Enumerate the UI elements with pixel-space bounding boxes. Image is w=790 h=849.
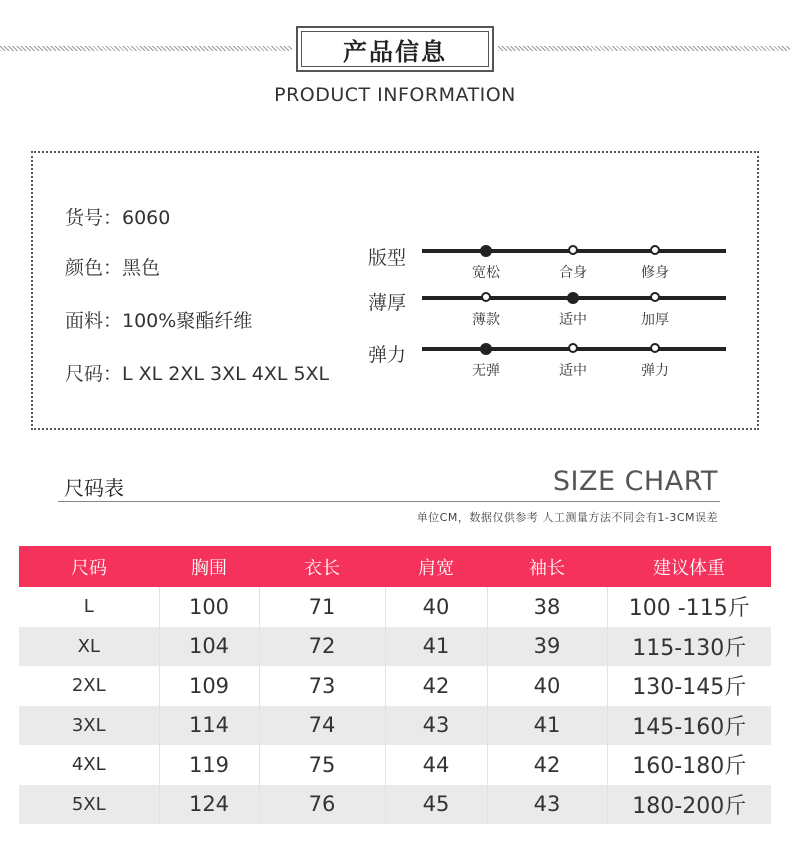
scale-label: 薄厚 (368, 292, 407, 314)
scale-marker (650, 343, 660, 353)
size-table (19, 546, 771, 824)
column-header: 袖长 (487, 546, 607, 587)
scale-marker-selected (480, 245, 492, 257)
scale-option-label: 无弹 (472, 363, 500, 379)
scale-marker-selected (567, 292, 579, 304)
table-cell: 40 (487, 666, 607, 706)
table-cell: 39 (487, 627, 607, 667)
scale-label: 弹力 (368, 344, 407, 366)
table-row (19, 587, 771, 627)
table-cell: L (83, 596, 94, 618)
table-cell: 100 (159, 587, 259, 627)
table-row (19, 627, 771, 667)
size-chart-title-en: SIZE CHART (552, 466, 718, 497)
table-cell: 41 (487, 706, 607, 746)
table-row (19, 745, 771, 785)
title-frame (296, 26, 494, 72)
column-header: 建议体重 (607, 546, 771, 587)
page-title: 产品信息 (301, 31, 489, 67)
scale-option-label: 合身 (559, 265, 587, 281)
fabric-info: 面料：100%聚酯纤维 (65, 310, 253, 332)
table-cell: 5XL (19, 785, 159, 825)
table-cell: 109 (159, 666, 259, 706)
header-decoration-right (498, 46, 790, 51)
column-header: 胸围 (159, 546, 259, 587)
scale-option-label: 宽松 (472, 265, 500, 281)
scale-marker (650, 245, 660, 255)
table-cell: 74 (259, 706, 385, 746)
table-cell: 115-130斤 (607, 627, 771, 667)
table-cell: 145-160斤 (607, 706, 771, 746)
scale-marker (481, 292, 491, 302)
scale-option-label: 薄款 (472, 312, 500, 328)
column-header: 尺码 (19, 546, 159, 587)
table-cell: 43 (385, 706, 487, 746)
table-cell: 100 -115斤 (607, 587, 771, 627)
table-cell: 104 (159, 627, 259, 667)
table-row (19, 706, 771, 746)
table-cell: 40 (385, 587, 487, 627)
table-cell: 41 (385, 627, 487, 667)
size-chart-divider (58, 501, 720, 502)
table-cell: 3XL (19, 706, 159, 746)
scale-bar (422, 249, 726, 253)
table-cell: XL (19, 627, 159, 667)
table-cell: 114 (159, 706, 259, 746)
column-header: 肩宽 (385, 546, 487, 587)
size-chart-title: 尺码表 (64, 476, 124, 500)
size-table-header (19, 546, 771, 587)
scale-option-label: 适中 (559, 363, 587, 379)
table-cell: 76 (259, 785, 385, 825)
table-row (19, 785, 771, 825)
scale-option-label: 修身 (641, 265, 669, 281)
table-cell: 124 (159, 785, 259, 825)
scale-option-label: 加厚 (641, 312, 669, 328)
table-cell: 71 (259, 587, 385, 627)
table-cell: 119 (159, 745, 259, 785)
page-subtitle: PRODUCT INFORMATION (274, 84, 516, 106)
table-cell: 73 (259, 666, 385, 706)
scale-marker-selected (480, 343, 492, 355)
item-number: 货号：6060 (65, 207, 171, 229)
table-cell: 38 (487, 587, 607, 627)
sizes-info: 尺码：L XL 2XL 3XL 4XL 5XL (65, 363, 330, 385)
scale-marker (568, 245, 578, 255)
table-row (19, 666, 771, 706)
scale-marker (650, 292, 660, 302)
table-cell: 42 (487, 745, 607, 785)
scale-bar (422, 347, 726, 351)
table-cell: 72 (259, 627, 385, 667)
size-chart-note: 单位CM，数据仅供参考 人工测量方法不同会有1-3CM误差 (416, 511, 718, 524)
scale-label: 版型 (368, 247, 407, 269)
table-cell: 130-145斤 (607, 666, 771, 706)
table-cell: 45 (385, 785, 487, 825)
scale-marker (568, 343, 578, 353)
scale-bar (422, 296, 726, 300)
scale-option-label: 弹力 (641, 363, 669, 379)
table-cell: 2XL (71, 675, 106, 697)
table-cell: 44 (385, 745, 487, 785)
color-info: 颜色：黑色 (65, 257, 161, 279)
table-cell: 4XL (71, 754, 106, 776)
table-cell: 180-200斤 (607, 785, 771, 825)
table-cell: 43 (487, 785, 607, 825)
scale-option-label: 适中 (559, 312, 587, 328)
table-cell: 75 (259, 745, 385, 785)
table-cell: 160-180斤 (607, 745, 771, 785)
header-decoration-left (0, 46, 292, 51)
column-header: 衣长 (259, 546, 385, 587)
table-cell: 42 (385, 666, 487, 706)
